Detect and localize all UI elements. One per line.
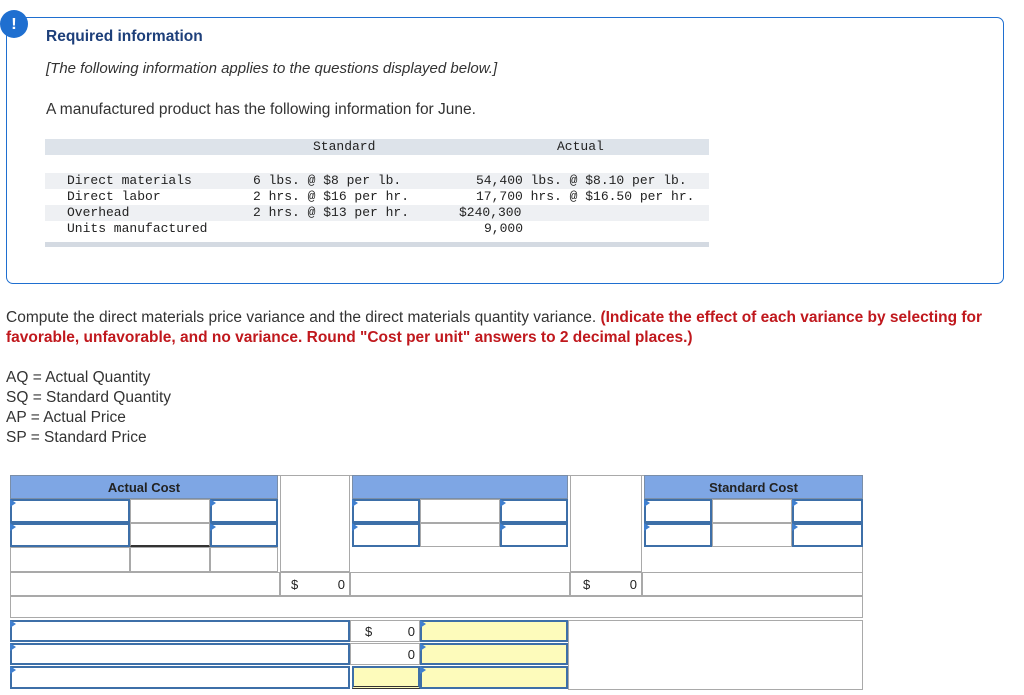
actual-cost-header: Actual Cost [10, 475, 278, 499]
row-label: Units manufactured [67, 221, 208, 236]
legend-item: AQ = Actual Quantity [6, 369, 151, 386]
row-standard: 2 hrs. @ $16 per hr. [253, 189, 410, 204]
col-standard: Standard [313, 139, 376, 154]
cell [210, 547, 278, 572]
dropdown-marker-icon [420, 620, 426, 628]
actual-price-input[interactable] [210, 523, 278, 547]
price-variance-effect-select[interactable] [420, 620, 568, 642]
dropdown-marker-icon [420, 666, 426, 674]
info-title: Required information [46, 28, 203, 45]
table-row [45, 205, 709, 221]
actual-price-label-input[interactable] [10, 523, 130, 547]
row-label: Direct labor [67, 189, 161, 204]
table-header [45, 139, 709, 155]
cell [420, 499, 500, 523]
dollar-sign: $ [365, 624, 373, 639]
standard-cost-total [570, 572, 642, 596]
quantity-variance-label-input[interactable] [10, 643, 350, 665]
cell [712, 499, 792, 523]
row-label: Direct materials [67, 173, 192, 188]
legend-item: SP = Standard Price [6, 429, 147, 446]
abbreviation-legend [6, 368, 171, 448]
table-row [45, 189, 709, 205]
question-main: Compute the direct materials price variance and the direct materials quantity variance. [6, 309, 597, 326]
cell [568, 620, 863, 690]
cell [10, 547, 130, 572]
cell [130, 547, 210, 572]
info-intro: A manufactured product has the following information for June. [46, 101, 476, 118]
middle-label-input[interactable] [352, 499, 420, 523]
cell [420, 523, 500, 547]
table-divider [45, 242, 709, 247]
alert-icon: ! [0, 10, 28, 38]
quantity-variance-effect-select[interactable] [420, 643, 568, 665]
row-standard: 2 hrs. @ $13 per hr. [253, 205, 410, 220]
middle-value-input[interactable] [500, 499, 568, 523]
price-variance-label-input[interactable] [10, 620, 350, 642]
total-variance-amount-input[interactable] [352, 666, 420, 689]
worksheet-spacer [570, 475, 642, 572]
middle-header [352, 475, 568, 499]
middle-label-input-2[interactable] [352, 523, 420, 547]
row-standard: 6 lbs. @ $8 per lb. [253, 173, 402, 188]
dollar-sign: $ [291, 577, 299, 592]
row-actual: 9,000 [484, 221, 524, 236]
row-label: Overhead [67, 205, 130, 220]
standard-label-input[interactable] [644, 499, 712, 523]
dollar-sign: $ [583, 577, 591, 592]
cell [350, 572, 570, 596]
actual-cost-total-value: 0 [337, 577, 345, 592]
actual-quantity-input[interactable] [210, 499, 278, 523]
standard-quantity-input[interactable] [792, 499, 863, 523]
standard-label-input-2[interactable] [644, 523, 712, 547]
actual-quantity-label-input[interactable] [10, 499, 130, 523]
middle-value-input-2[interactable] [500, 523, 568, 547]
total-variance-label-input[interactable] [10, 666, 350, 689]
table-row [45, 173, 709, 189]
col-actual: Actual [557, 139, 604, 154]
question-text [6, 308, 996, 348]
cell [130, 499, 210, 523]
standard-price-input[interactable] [792, 523, 863, 547]
row-actual: 17,700 hrs. @ $16.50 per hr. [476, 189, 695, 204]
total-variance-effect-select[interactable] [420, 666, 568, 689]
standard-cost-total-value: 0 [629, 577, 637, 592]
worksheet-spacer [280, 475, 350, 572]
quantity-variance-amount [350, 643, 420, 665]
quantity-variance-value: 0 [407, 647, 415, 662]
cell [642, 572, 863, 596]
row-actual: $240,300 [459, 205, 522, 220]
legend-item: SQ = Standard Quantity [6, 389, 171, 406]
legend-item: AP = Actual Price [6, 409, 126, 426]
table-row [45, 221, 709, 237]
info-note: [The following information applies to the questions displayed below.] [46, 60, 498, 77]
standard-cost-header: Standard Cost [644, 475, 863, 499]
row-actual: 54,400 lbs. @ $8.10 per lb. [476, 173, 687, 188]
price-variance-value: 0 [407, 624, 415, 639]
question-instruction: (Indicate the effect of each variance by selecting for favorable, unfavorable, and no variance. Round "Cost per unit" answers to 2 decimal places.) [6, 309, 983, 346]
price-variance-amount [350, 620, 420, 642]
dropdown-marker-icon [420, 643, 426, 651]
cell [712, 523, 792, 547]
cell [10, 596, 863, 618]
cell [10, 572, 280, 596]
actual-cost-total [280, 572, 350, 596]
cell [130, 523, 210, 547]
